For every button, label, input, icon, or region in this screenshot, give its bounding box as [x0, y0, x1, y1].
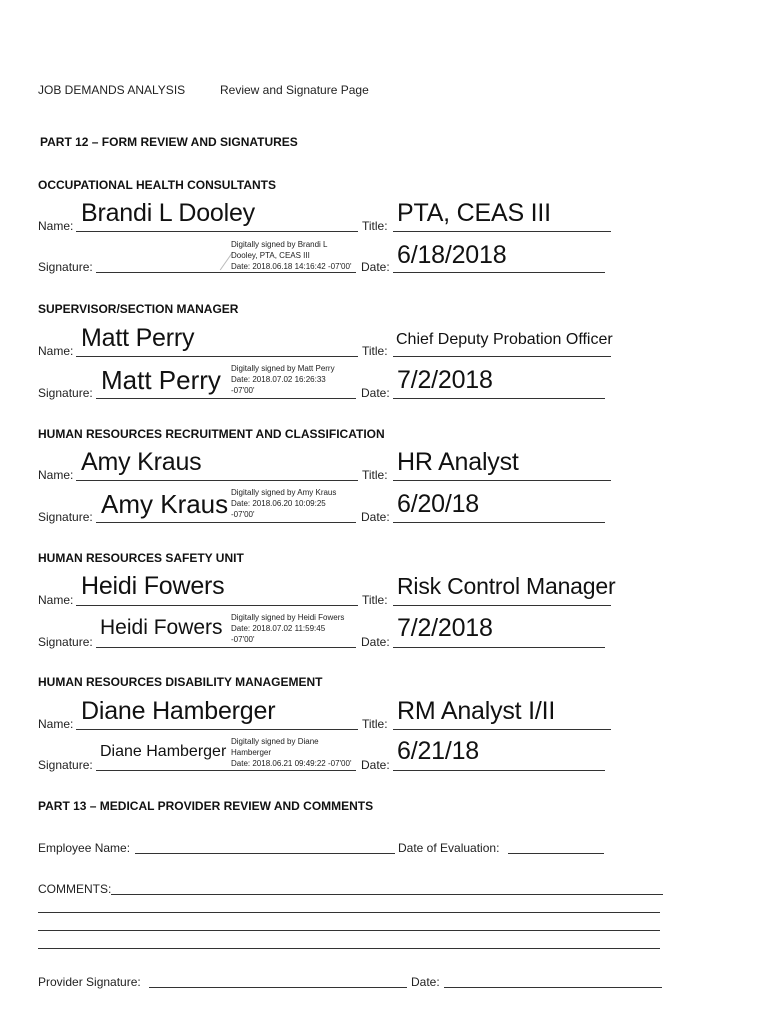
- title-label: Title:: [362, 717, 388, 731]
- title-value: Chief Deputy Probation Officer: [396, 331, 613, 348]
- date-label: Date:: [361, 260, 390, 274]
- page-subtitle: Review and Signature Page: [220, 83, 369, 97]
- name-line: [76, 231, 358, 232]
- signature-label: Signature:: [38, 386, 93, 400]
- signature-label: Signature:: [38, 260, 93, 274]
- signature-image: Amy Kraus: [101, 489, 229, 519]
- signature-label: Signature:: [38, 635, 93, 649]
- signature-line[interactable]: [96, 647, 356, 648]
- name-label: Name:: [38, 468, 74, 482]
- signature-line[interactable]: [96, 770, 356, 771]
- signature-line[interactable]: [96, 398, 356, 399]
- signature-label: Signature:: [38, 510, 93, 524]
- name-line: [76, 480, 358, 481]
- digital-signature-block: Digitally signed by Matt Perry Date: 2018.07.02 16:26:33 -07'00': [231, 364, 335, 395]
- section-heading: SUPERVISOR/SECTION MANAGER: [38, 302, 239, 316]
- date-line: [393, 647, 605, 648]
- name-line: [76, 729, 358, 730]
- comments-line-2[interactable]: [38, 912, 660, 913]
- digital-signature-block: Digitally signed by Amy Kraus Date: 2018.06.20 10:09:25 -07'00': [231, 488, 337, 519]
- provider-signature-field[interactable]: [149, 987, 407, 988]
- section-heading: HUMAN RESOURCES RECRUITMENT AND CLASSIFICATION: [38, 427, 385, 441]
- date-label: Date:: [361, 635, 390, 649]
- name-value: Amy Kraus: [81, 448, 202, 476]
- name-value: Brandi L Dooley: [81, 199, 255, 227]
- date-value: 7/2/2018: [397, 366, 493, 394]
- provider-date-label: Date:: [411, 975, 440, 989]
- signature-label: Signature:: [38, 758, 93, 772]
- date-label: Date:: [361, 386, 390, 400]
- title-value: HR Analyst: [397, 448, 519, 476]
- provider-signature-label: Provider Signature:: [38, 975, 141, 989]
- title-line: [393, 231, 611, 232]
- section-heading: OCCUPATIONAL HEALTH CONSULTANTS: [38, 178, 276, 192]
- title-label: Title:: [362, 593, 388, 607]
- part12-title: PART 12 – FORM REVIEW AND SIGNATURES: [40, 135, 298, 149]
- title-label: Title:: [362, 344, 388, 358]
- title-value: RM Analyst I/II: [397, 697, 556, 725]
- title-label: Title:: [362, 219, 388, 233]
- name-value: Diane Hamberger: [81, 697, 276, 725]
- title-line: [393, 729, 611, 730]
- title-line: [393, 356, 611, 357]
- signature-line[interactable]: [96, 522, 356, 523]
- employee-name-label: Employee Name:: [38, 841, 131, 855]
- comments-label: COMMENTS:: [38, 882, 112, 896]
- title-label: Title:: [362, 468, 388, 482]
- date-line: [393, 770, 605, 771]
- signature-image: Matt Perry: [101, 365, 221, 395]
- title-line: [393, 480, 611, 481]
- employee-name-field[interactable]: [135, 853, 395, 854]
- date-value: 6/18/2018: [397, 241, 507, 269]
- digital-signature-block: Digitally signed by Brandi L Dooley, PTA, CEAS III Date: 2018.06.18 14:16:42 -07'00': [231, 240, 352, 271]
- name-label: Name:: [38, 219, 74, 233]
- date-line: [393, 272, 605, 273]
- comments-line-3[interactable]: [38, 930, 660, 931]
- provider-date-field[interactable]: [444, 987, 662, 988]
- comments-line-1[interactable]: [111, 894, 663, 895]
- comments-line-4[interactable]: [38, 948, 660, 949]
- name-line: [76, 356, 358, 357]
- section-heading: HUMAN RESOURCES SAFETY UNIT: [38, 551, 244, 565]
- name-line: [76, 605, 358, 606]
- date-value: 6/21/18: [397, 737, 480, 765]
- title-value: PTA, CEAS III: [397, 199, 551, 227]
- title-value: Risk Control Manager: [397, 573, 616, 599]
- part13-title: PART 13 – MEDICAL PROVIDER REVIEW AND COMMENTS: [38, 799, 374, 813]
- signature-image: Diane Hamberger: [100, 743, 227, 760]
- signature-line[interactable]: [96, 272, 356, 273]
- date-label: Date:: [361, 510, 390, 524]
- date-of-evaluation-field[interactable]: [508, 853, 604, 854]
- date-line: [393, 398, 605, 399]
- date-label: Date:: [361, 758, 390, 772]
- signature-image: Heidi Fowers: [100, 616, 223, 639]
- section-heading: HUMAN RESOURCES DISABILITY MANAGEMENT: [38, 675, 323, 689]
- date-line: [393, 522, 605, 523]
- date-value: 6/20/18: [397, 490, 480, 518]
- digital-signature-block: Digitally signed by Diane Hamberger Date: 2018.06.21 09:49:22 -07'00': [231, 737, 352, 768]
- name-value: Heidi Fowers: [81, 572, 225, 600]
- document-title: JOB DEMANDS ANALYSIS: [38, 83, 186, 97]
- name-label: Name:: [38, 344, 74, 358]
- title-line: [393, 605, 611, 606]
- digital-signature-block: Digitally signed by Heidi Fowers Date: 2018.07.02 11:59:45 -07'00': [231, 613, 345, 644]
- name-value: Matt Perry: [81, 324, 195, 352]
- name-label: Name:: [38, 717, 74, 731]
- name-label: Name:: [38, 593, 74, 607]
- date-value: 7/2/2018: [397, 614, 493, 642]
- date-of-evaluation-label: Date of Evaluation:: [398, 841, 500, 855]
